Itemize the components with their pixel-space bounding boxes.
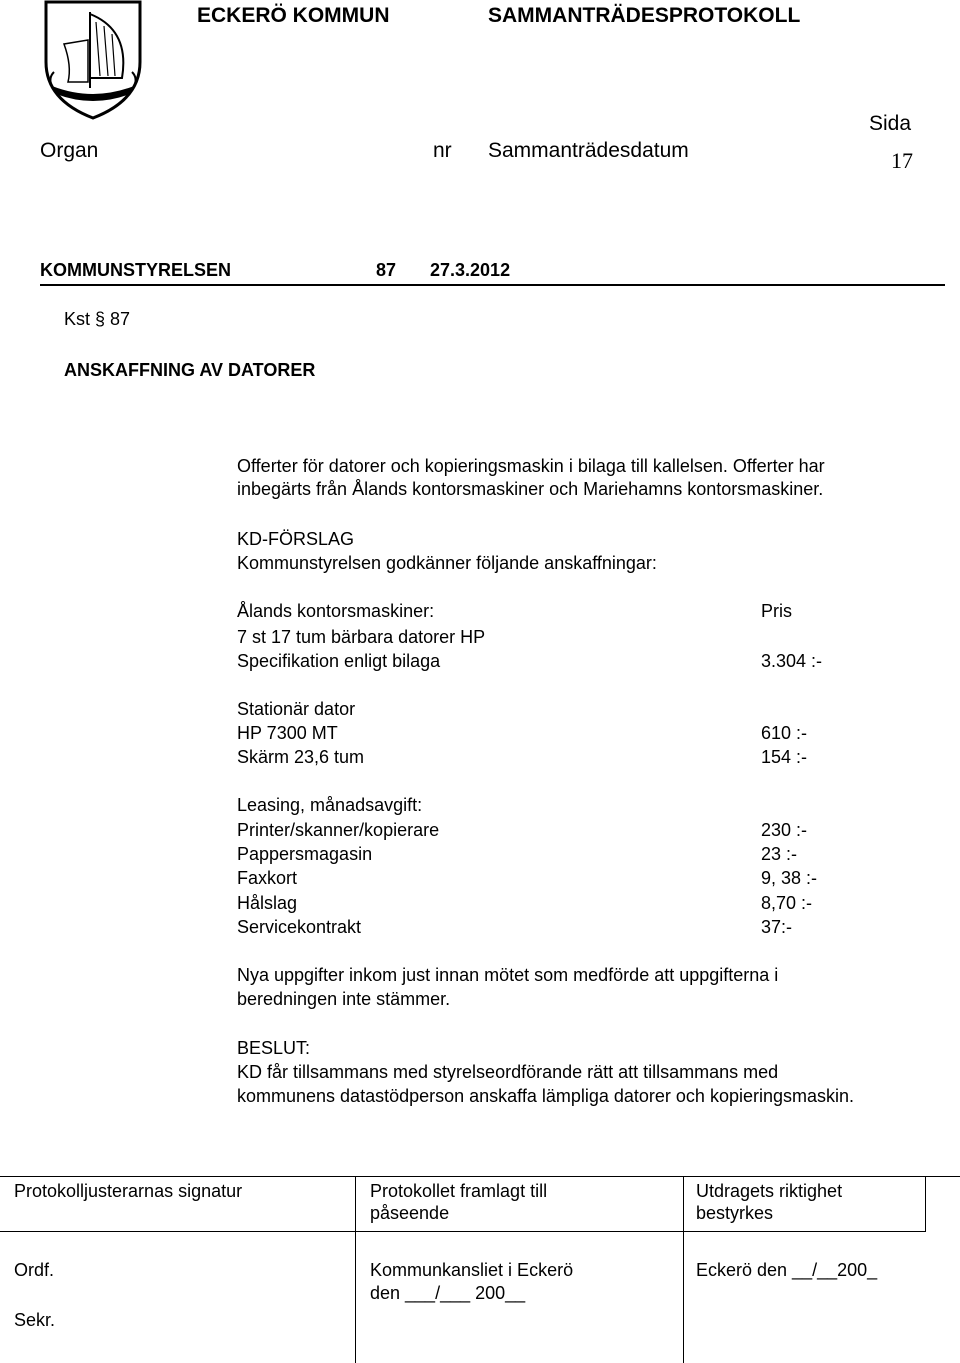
date-value: 27.3.2012 [430,260,511,280]
section-title: ANSKAFFNING AV DATORER [64,360,316,380]
table-divider [683,1177,684,1231]
table-divider [683,1231,684,1363]
note-line-2: beredningen inte stämmer. [237,989,451,1009]
signature-column-header: Protokolljusterarnas signatur [14,1181,243,1201]
posted-column-header: påseende [370,1203,450,1223]
item-name: Skärm 23,6 tum [237,747,365,767]
posted-date: den ___/___ 200__ [370,1283,526,1303]
nr-label: nr [433,139,452,162]
table-divider [355,1231,356,1363]
price-header: Pris [761,601,792,621]
item1-price: 3.304 :- [761,651,823,671]
leasing-item-name: Servicekontrakt [237,917,362,937]
organ-label: Organ [40,139,99,162]
item1-line-2: Specifikation enligt bilaga [237,651,441,671]
leasing-item-name: Pappersmagasin [237,844,373,864]
document-type: SAMMANTRÄDESPROTOKOLL [488,4,801,27]
decision-line-2: kommunens datastödperson anskaffa lämpliga datorer och kopieringsmaskin. [237,1086,855,1106]
leasing-item-name: Printer/skanner/kopierare [237,820,440,840]
leasing-item-name: Hålslag [237,893,298,913]
posted-location: Kommunkansliet i Eckerö [370,1260,574,1280]
intro-line-1: Offerter för datorer och kopieringsmaskin i bilaga till kallelsen. Offerter har [237,456,825,476]
leasing-item-price: 9, 38 :- [761,868,818,888]
decision-line-1: KD får tillsammans med styrelseordförande rätt att tillsammans med [237,1062,779,1082]
kd-text: Kommunstyrelsen godkänner följande anskaffningar: [237,553,657,573]
leasing-item-price: 8,70 :- [761,893,813,913]
municipality-name: ECKERÖ KOMMUN [197,4,390,27]
decision-label: BESLUT: [237,1038,311,1058]
leasing-label: Leasing, månadsavgift: [237,795,423,815]
item-price: 154 :- [761,747,808,767]
municipality-logo [38,0,148,120]
intro-line-2: inbegärts från Ålands kontorsmaskiner och Mariehamns kontorsmaskiner. [237,479,824,499]
leasing-item-price: 230 :- [761,820,808,840]
secretary-label: Sekr. [14,1310,56,1330]
certified-column-header: bestyrkes [696,1203,774,1223]
item1-line-1: 7 st 17 tum bärbara datorer HP [237,627,486,647]
nr-value: 87 [376,260,397,280]
stationary-label: Stationär dator [237,699,356,719]
item-name: HP 7300 MT [237,723,338,743]
kd-label: KD-FÖRSLAG [237,529,355,549]
note-line-1: Nya uppgifter inkom just innan mötet som medförde att uppgifterna i [237,965,779,985]
certified-column-header: Utdragets riktighet [696,1181,843,1201]
posted-column-header: Protokollet framlagt till [370,1181,548,1201]
table-divider [0,1231,926,1232]
kst-reference: Kst § 87 [64,309,131,329]
header-rule [40,284,945,286]
chairman-label: Ordf. [14,1260,55,1280]
leasing-item-name: Faxkort [237,868,298,888]
leasing-item-price: 23 :- [761,844,798,864]
table-divider [355,1177,356,1231]
table-divider [925,1177,926,1231]
date-label: Sammanträdesdatum [488,139,689,162]
supplier-label: Ålands kontorsmaskiner: [237,601,435,621]
page-label: Sida [869,112,912,135]
certified-date: Eckerö den __/__200_ [696,1260,878,1280]
item-price: 610 :- [761,723,808,743]
leasing-item-price: 37:- [761,917,793,937]
page-number: 17 [891,148,913,173]
organ-value: KOMMUNSTYRELSEN [40,260,232,280]
